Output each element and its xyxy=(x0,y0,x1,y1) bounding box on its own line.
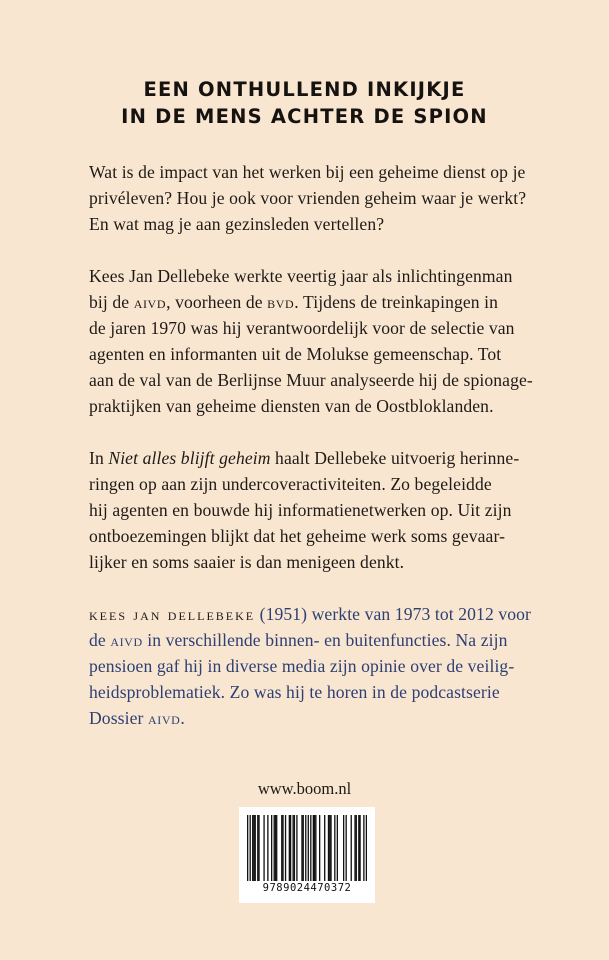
paragraph-career xyxy=(89,263,539,419)
author-name: kees jan dellebeke xyxy=(89,604,256,624)
text-line: heidsproblematiek. Zo was hij te horen in de podcastserie xyxy=(89,682,500,702)
text-line xyxy=(89,627,539,653)
book-title: Niet alles blijft geheim xyxy=(108,448,271,468)
barcode-bar xyxy=(324,815,325,881)
author-bio xyxy=(89,601,539,731)
text-fragment: , voorheen de xyxy=(166,292,268,312)
barcode-bar xyxy=(366,815,367,881)
barcode-bar xyxy=(263,815,264,881)
paragraph-book-summary xyxy=(89,445,539,575)
text-fragment: bij de xyxy=(89,292,134,312)
text-fragment: haalt Dellebeke uitvoerig herinne- xyxy=(270,448,520,468)
text-line: ontboezemingen blijkt dat het geheime werk soms gevaar- xyxy=(89,526,506,546)
isbn-barcode xyxy=(239,807,375,903)
text-line: hij agenten en bouwde hij informatienetwerken op. Uit zijn xyxy=(89,500,512,520)
text-fragment: in verschillende binnen- en buitenfuncties. Na zijn xyxy=(142,630,508,650)
barcode-bars xyxy=(247,815,367,881)
text-line: Kees Jan Dellebeke werkte veertig jaar als inlichtingenman xyxy=(89,266,513,286)
barcode-bar xyxy=(303,815,304,881)
text-line: Wat is de impact van het werken bij een geheime dienst op je xyxy=(89,162,526,182)
barcode-bar xyxy=(289,815,290,881)
abbreviation-aivd: aivd xyxy=(133,292,167,312)
barcode-bar xyxy=(252,815,253,881)
headline-line-1: EEN ONTHULLEND INKIJKJE xyxy=(143,78,466,101)
barcode-bar xyxy=(258,815,259,881)
abbreviation-aivd: aivd xyxy=(110,630,143,650)
text-line: En wat mag je aan gezinsleden vertellen? xyxy=(89,214,385,234)
barcode-bar xyxy=(255,815,256,881)
blurb xyxy=(89,159,539,757)
barcode-bar xyxy=(253,815,254,881)
barcode-bar xyxy=(282,815,283,881)
text-line: privéleven? Hou je ook voor vrienden geheim waar je werkt? xyxy=(89,188,527,208)
barcode-bar xyxy=(301,815,302,881)
barcode-bar xyxy=(271,815,272,881)
barcode-bar xyxy=(314,815,315,881)
barcode-bar xyxy=(285,815,286,881)
text-line: aan de val van de Berlijnse Muur analyseerde hij de spionage- xyxy=(89,370,533,390)
barcode-bar xyxy=(358,815,359,881)
isbn-number: 9789024470372 xyxy=(262,882,352,894)
barcode-bar xyxy=(356,815,357,881)
text-fragment: . xyxy=(180,708,185,728)
publisher-website: www.boom.nl xyxy=(257,779,352,798)
text-line: lijker en soms saaier is dan menigeen denkt. xyxy=(89,552,405,572)
barcode-bar xyxy=(274,815,275,881)
barcode-bar xyxy=(308,815,309,881)
text-line xyxy=(89,445,539,471)
text-fragment: Dossier xyxy=(89,708,148,728)
barcode-bar xyxy=(296,815,297,881)
barcode-bar xyxy=(330,815,331,881)
barcode-bar xyxy=(354,815,355,881)
barcode-bar xyxy=(337,815,338,881)
barcode-bar xyxy=(267,815,268,881)
barcode-bar xyxy=(275,815,276,881)
barcode-bar xyxy=(247,815,248,881)
barcode-bar xyxy=(257,815,258,881)
text-line: agenten en informanten uit de Molukse gemeenschap. Tot xyxy=(89,344,502,364)
barcode-bar xyxy=(334,815,335,881)
abbreviation-bvd: bvd xyxy=(267,292,295,312)
text-line: praktijken van geheime diensten van de Oostbloklanden. xyxy=(89,396,494,416)
text-fragment: In xyxy=(89,448,109,468)
barcode-bar xyxy=(351,815,352,881)
text-line xyxy=(89,601,539,627)
text-line xyxy=(89,289,539,315)
barcode-bar xyxy=(294,815,295,881)
text-line: ringen op aan zijn undercoveractiviteiten. Zo begeleidde xyxy=(89,474,492,494)
barcode-bar xyxy=(305,815,306,881)
barcode-bar xyxy=(276,815,277,881)
barcode-bar xyxy=(359,815,360,881)
headline xyxy=(0,76,609,130)
barcode-bar xyxy=(290,815,291,881)
barcode-bar xyxy=(343,815,344,881)
barcode-bar xyxy=(310,815,311,881)
abbreviation-aivd: aivd xyxy=(147,708,181,728)
paragraph-intro-questions xyxy=(89,159,539,237)
barcode-bar xyxy=(329,815,330,881)
barcode-bar xyxy=(292,815,293,881)
text-fragment: . Tijdens de treinkapingen in xyxy=(294,292,499,312)
barcode-bar xyxy=(328,815,329,881)
text-line xyxy=(89,705,539,731)
headline-line-2: IN DE MENS ACHTER DE SPION xyxy=(121,105,488,128)
barcode-bar xyxy=(346,815,347,881)
text-fragment: (1951) werkte van 1973 tot 2012 voor xyxy=(255,604,531,624)
barcode-bar xyxy=(315,815,316,881)
barcode-bar xyxy=(281,815,282,881)
barcode-bar xyxy=(319,815,320,881)
text-fragment: de xyxy=(89,630,111,650)
barcode-bar xyxy=(313,815,314,881)
barcode-bar xyxy=(250,815,251,881)
text-line: pensioen gaf hij in diverse media zijn opinie over de veilig- xyxy=(89,656,515,676)
text-line: de jaren 1970 was hij verantwoordelijk voor de selectie van xyxy=(89,318,515,338)
barcode-bar xyxy=(363,815,364,881)
